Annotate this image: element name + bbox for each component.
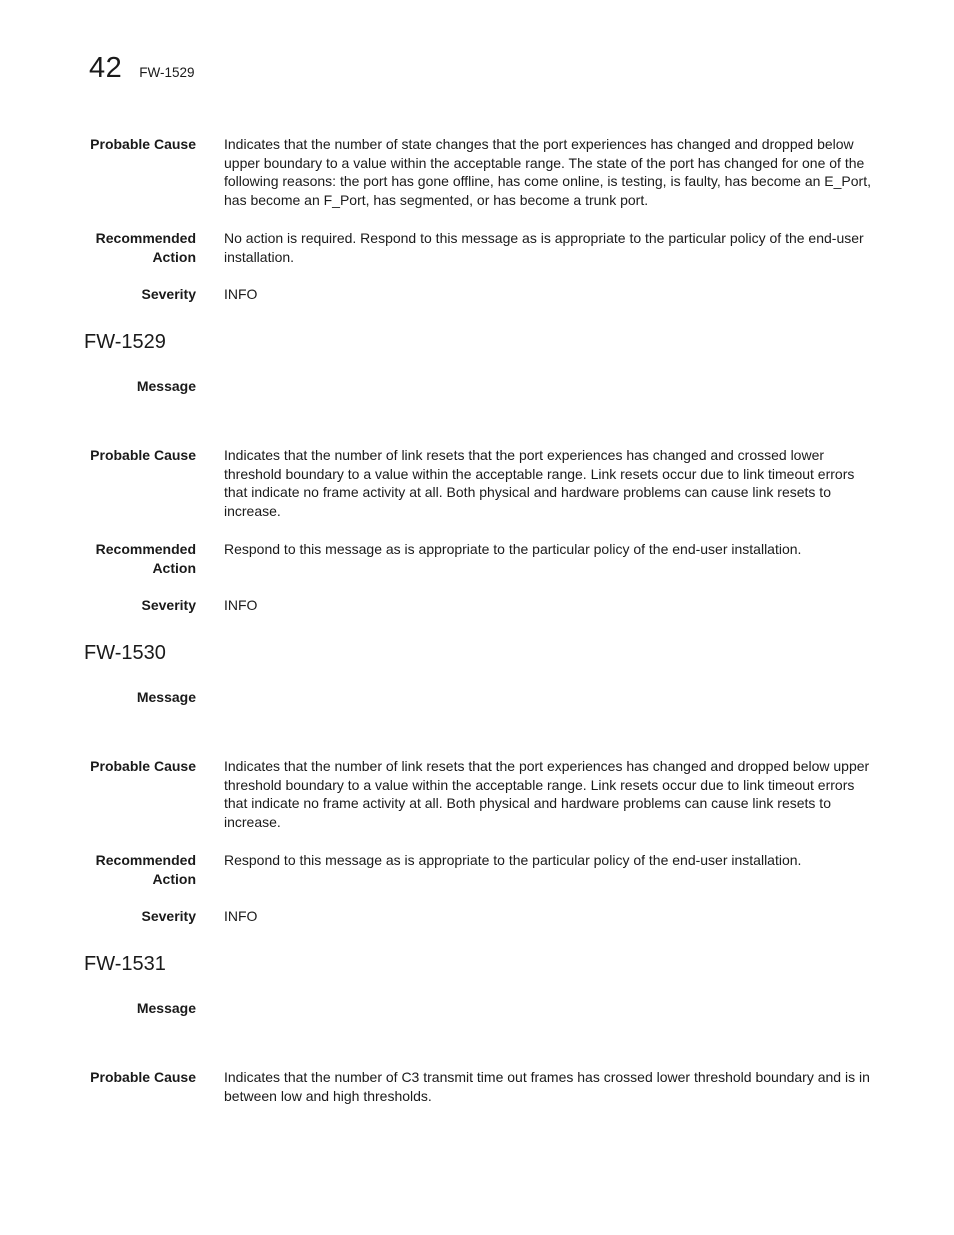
chapter-number: 42 [89,52,123,84]
section-heading-fw1531: FW-1531 [84,953,166,975]
severity-value: INFO [224,286,258,302]
page-header [89,52,195,85]
recommended-action-label [66,851,196,889]
recommended-label-line2: Action [152,871,196,887]
probable-cause-label: Probable Cause [90,758,196,774]
probable-cause-text: Indicates that the number of link resets that the port experiences has changed and dropped below upper threshold boundary to a value within the acceptable range. Link resets occur due to link timeout errors that indicate no frame activity at all. Both physical and hardware problems can cause link resets to increase. [224,758,870,831]
recommended-action-label [66,229,196,267]
section-heading-fw1529: FW-1529 [84,331,166,353]
message-label: Message [136,378,196,394]
severity-label: Severity [141,597,196,613]
probable-cause-label: Probable Cause [90,447,196,463]
probable-cause-label: Probable Cause [90,1069,196,1085]
recommended-label-line1: Recommended [95,852,196,868]
recommended-label-line1: Recommended [95,541,196,557]
running-header-title: FW-1529 [139,65,195,80]
recommended-label-line2: Action [152,560,196,576]
recommended-action-text: Respond to this message as is appropriate to the particular policy of the end-user installation. [224,541,802,557]
message-label: Message [136,689,196,705]
probable-cause-text: Indicates that the number of link resets that the port experiences has changed and crossed lower threshold boundary to a value within the acceptable range. Link resets occur due to link timeout errors that indicate no frame activity at all. Both physical and hardware problems can cause link resets to increase. [224,447,855,520]
probable-cause-text: Indicates that the number of state changes that the port experiences has changed and dropped below upper boundary to a value within the acceptable range. The state of the port has changed for one of the following reasons: the port has gone offline, has come online, is testing, is faulty, has become an E_Port, has become an F_Port, has segmented, or has become a trunk port. [224,136,871,209]
recommended-label-line1: Recommended [95,230,196,246]
section-heading-fw1530: FW-1530 [84,642,166,664]
probable-cause-text: Indicates that the number of C3 transmit time out frames has crossed lower threshold boundary and is in between low and high thresholds. [224,1069,870,1104]
recommended-action-text: Respond to this message as is appropriate to the particular policy of the end-user installation. [224,852,802,868]
message-label: Message [136,1000,196,1016]
severity-label: Severity [141,908,196,924]
recommended-action-text: No action is required. Respond to this message as is appropriate to the particular policy of the end-user installation. [224,230,864,265]
probable-cause-label: Probable Cause [90,136,196,152]
recommended-action-label [66,540,196,578]
recommended-label-line2: Action [152,249,196,265]
severity-value: INFO [224,908,258,924]
severity-label: Severity [141,286,196,302]
severity-value: INFO [224,597,258,613]
